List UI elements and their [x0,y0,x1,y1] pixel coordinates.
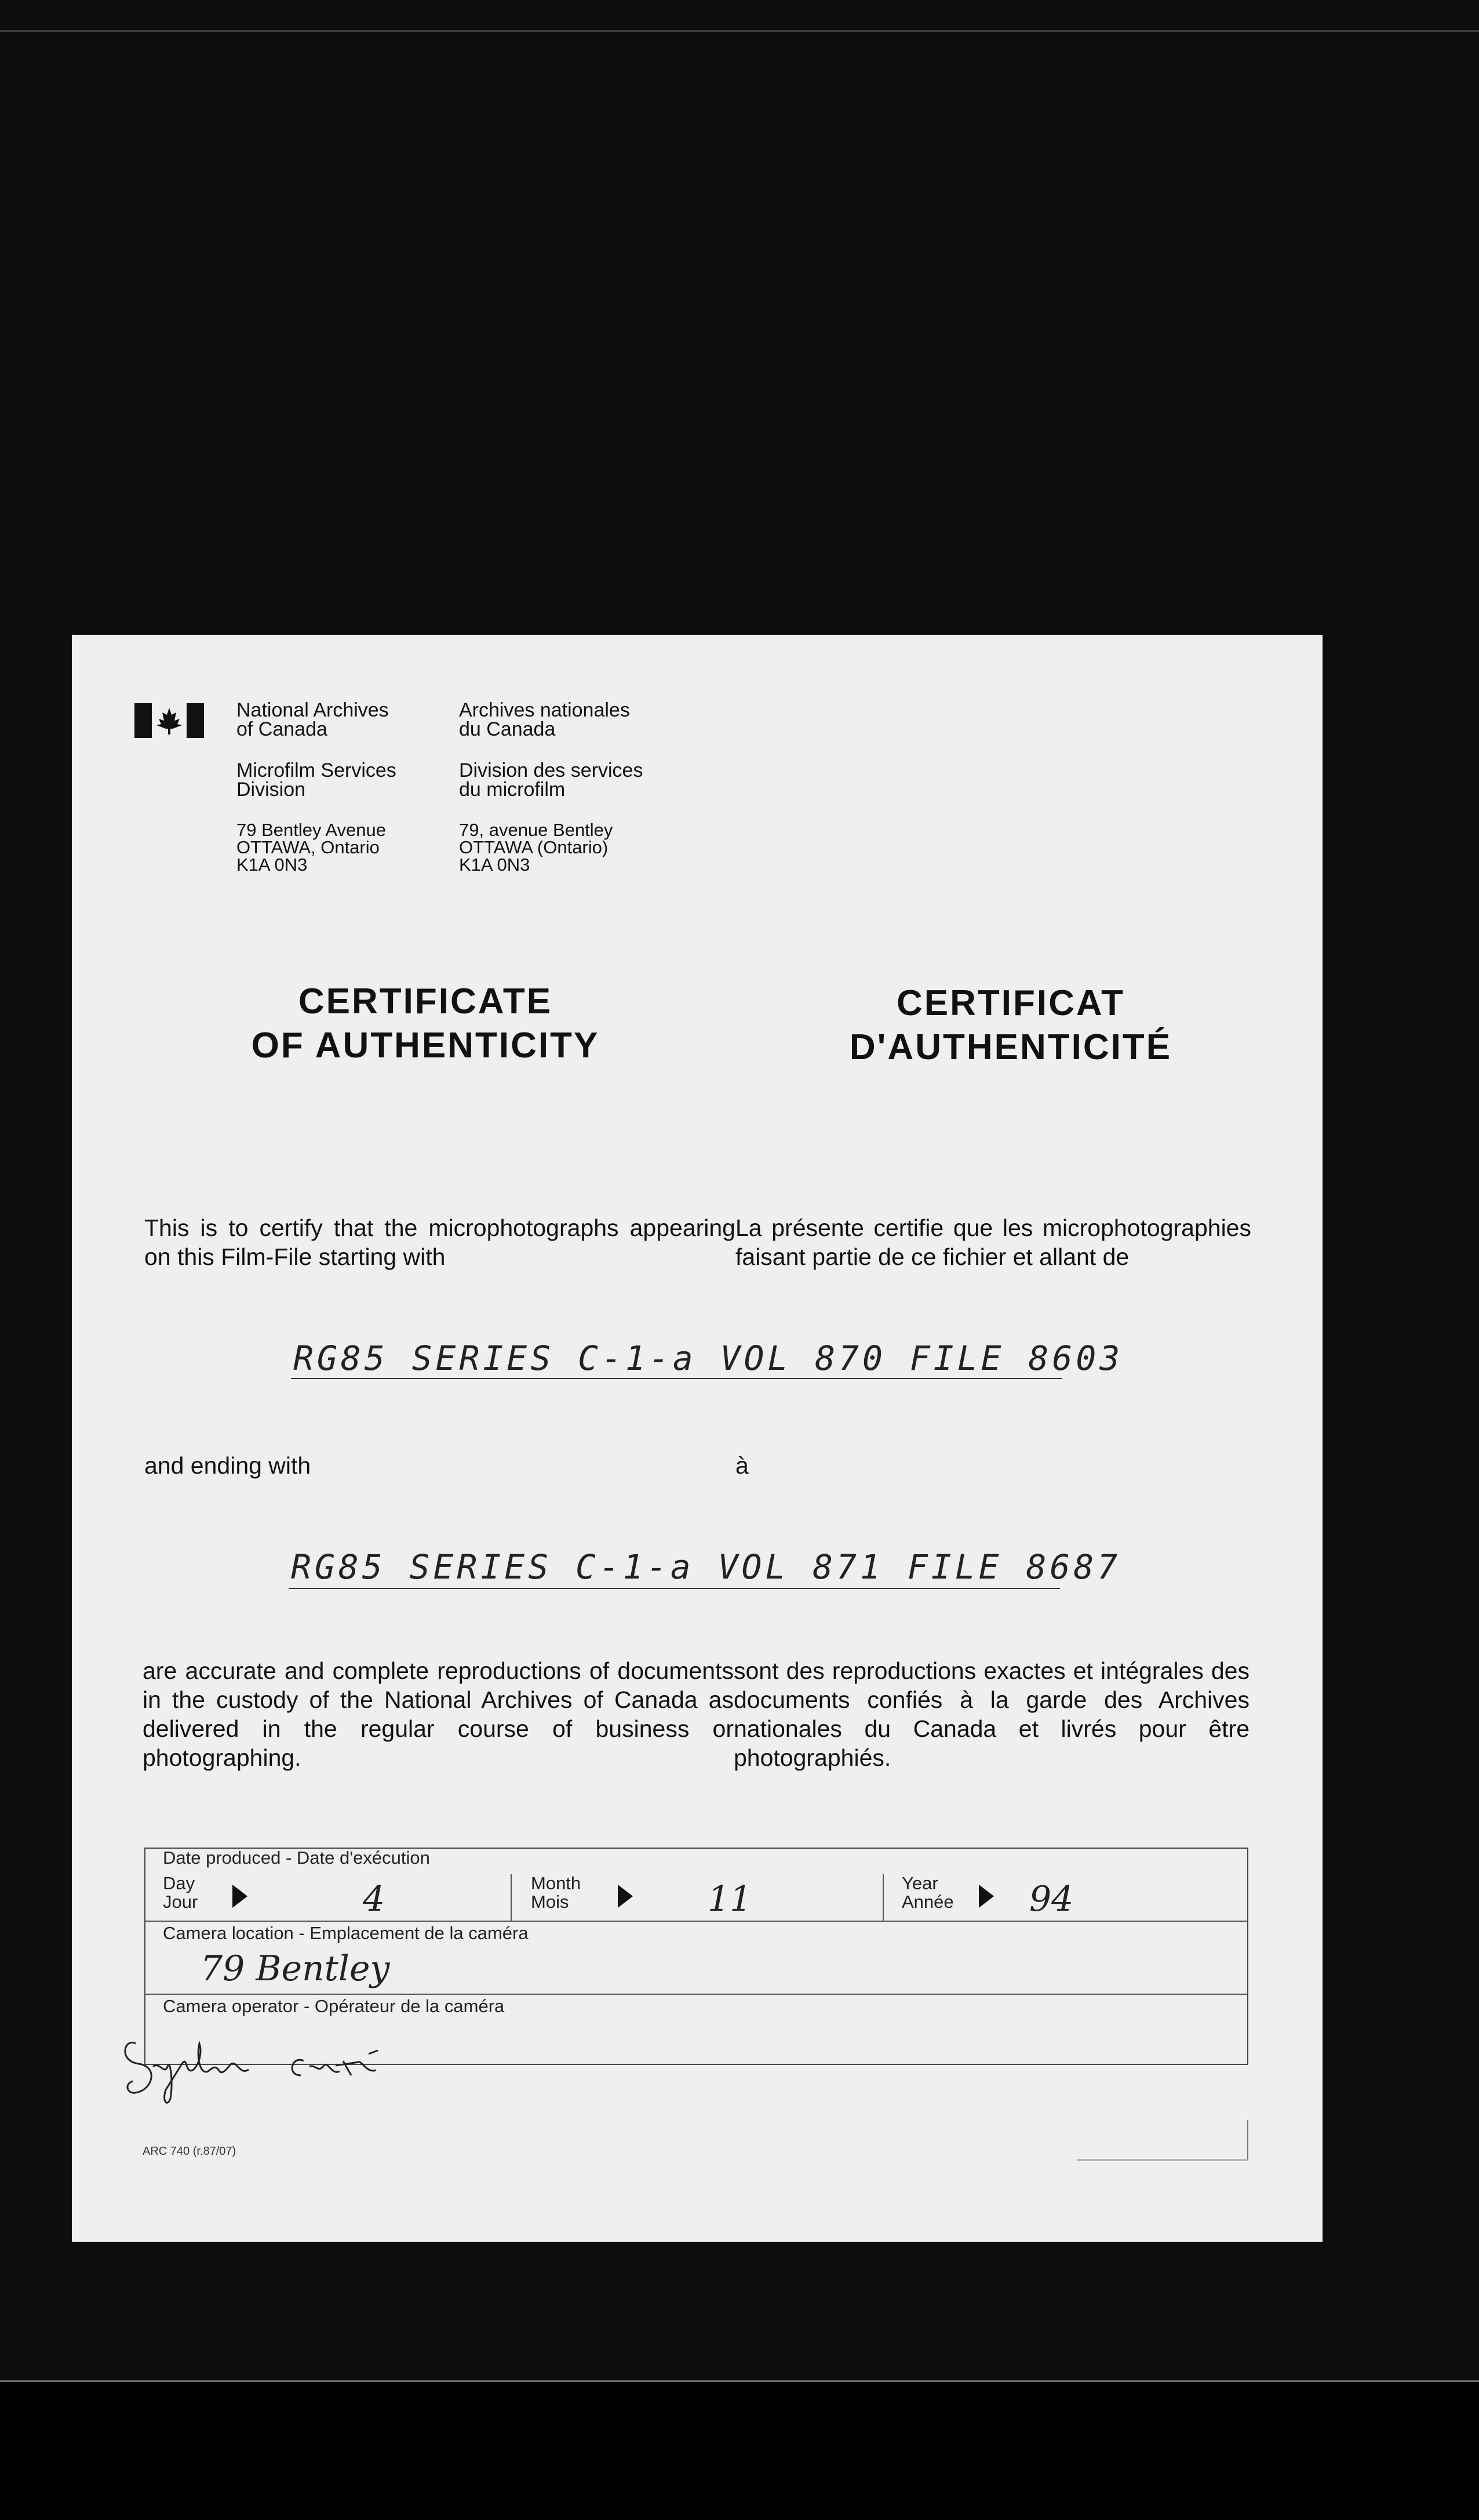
day-month-divider [511,1874,512,1921]
closing-en: are accurate and complete reproductions of documents in the custody of the National Archives of Canada as delivered in the regular course of business or photographing. [143,1657,734,1771]
certificate-page [72,635,1323,2242]
ending-en: and ending with [144,1452,311,1479]
day-arrow-icon [232,1885,247,1908]
header-org-en: National Archives of Canada [236,699,389,740]
camera-operator-label: Camera operator - Opérateur de la caméra [163,1996,505,2016]
canada-flag-icon [134,703,204,738]
form-number: ARC 740 (r.87/07) [143,2145,236,2158]
date-produced-label: Date produced - Date d'exécution [163,1848,430,1868]
title-en: CERTIFICATE OF AUTHENTICITY [251,981,600,1066]
title-fr: CERTIFICAT D'AUTHENTICITÉ [849,983,1172,1067]
intro-fr: La présente certifie que les microphotographies faisant partie de ce fichier et allant de [735,1214,1251,1270]
start-file-handwritten: RG85 SERIES C-1-a VOL 870 FILE 8603 [293,1339,1124,1378]
header-division-en: Microfilm Services Division [236,759,396,801]
header-division-fr: Division des services du microfilm [459,759,643,801]
row-divider-1 [145,1921,1247,1922]
month-label: Month Mois [531,1873,581,1912]
closing-fr: sont des reproductions exactes et intégrales des documents confiés à la garde des Archives nationales du Canada et livrés pour être photographiés. [734,1657,1250,1771]
ending-fr: à [735,1452,749,1479]
intro-en: This is to certify that the microphotographs appearing on this Film-File starting with [144,1214,735,1270]
day-value: 4 [363,1879,385,1919]
year-label: Year Année [902,1873,954,1912]
row-divider-2 [145,1994,1247,1995]
year-arrow-icon [979,1885,994,1908]
film-bottom-edge [0,2380,1479,2520]
camera-location-label: Camera location - Emplacement de la caméra [163,1923,529,1943]
end-file-handwritten: RG85 SERIES C-1-a VOL 871 FILE 8687 [291,1547,1121,1587]
film-edge-line [0,30,1479,32]
camera-location-value: 79 Bentley [201,1948,390,1989]
header-address-fr: 79, avenue Bentley OTTAWA (Ontario) K1A 0N3 [459,820,613,875]
day-label: Day Jour [163,1873,198,1912]
corner-mark-vertical [1247,2120,1248,2161]
operator-signature [112,2020,437,2107]
end-file-line [289,1588,1060,1589]
year-value: 94 [1029,1879,1074,1919]
header-org-fr: Archives nationales du Canada [459,699,630,740]
month-value: 11 [708,1879,752,1919]
month-year-divider [883,1874,884,1921]
month-arrow-icon [618,1885,633,1908]
corner-mark-horizontal [1077,2159,1248,2161]
start-file-line [291,1378,1062,1379]
header-address-en: 79 Bentley Avenue OTTAWA, Ontario K1A 0N3 [236,820,386,875]
